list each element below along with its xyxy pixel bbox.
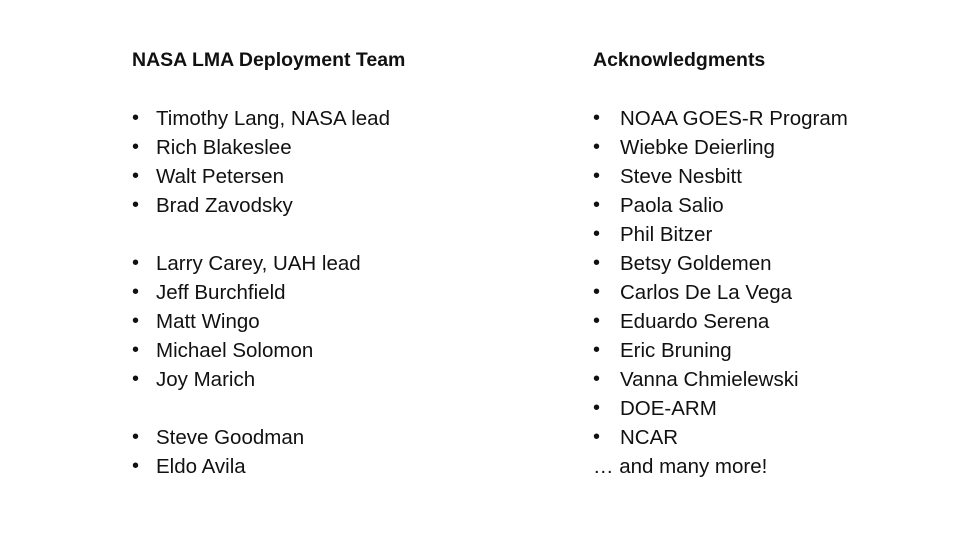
list-item: • Jeff Burchfield bbox=[132, 278, 552, 307]
bullet-icon: • bbox=[593, 223, 601, 245]
list-item: • Larry Carey, UAH lead bbox=[132, 249, 552, 278]
acknowledgments-column bbox=[593, 46, 933, 481]
list-item: • Walt Petersen bbox=[132, 162, 552, 191]
bullet-icon: • bbox=[132, 455, 140, 477]
bullet-icon: • bbox=[132, 252, 140, 274]
list-item: • Joy Marich bbox=[132, 365, 552, 394]
bullet-icon: • bbox=[132, 165, 140, 187]
list-item: • Eduardo Serena bbox=[593, 307, 933, 336]
list-item: • NCAR bbox=[593, 423, 933, 452]
bullet-icon: • bbox=[593, 165, 601, 187]
deployment-team-column bbox=[132, 46, 552, 481]
list-item: • Matt Wingo bbox=[132, 307, 552, 336]
deployment-team-heading: NASA LMA Deployment Team bbox=[132, 49, 406, 71]
bullet-icon: • bbox=[593, 310, 601, 332]
bullet-icon: • bbox=[593, 368, 601, 390]
list-item: • Betsy Goldemen bbox=[593, 249, 933, 278]
list-item: • NOAA GOES-R Program bbox=[593, 104, 933, 133]
list-item: • Timothy Lang, NASA lead bbox=[132, 104, 552, 133]
bullet-icon: • bbox=[593, 107, 601, 129]
bullet-icon: • bbox=[132, 107, 140, 129]
bullet-icon: • bbox=[593, 194, 601, 216]
team-group-nasa bbox=[132, 104, 552, 220]
team-group-uah bbox=[132, 249, 552, 394]
list-item: • Eldo Avila bbox=[132, 452, 552, 481]
bullet-icon: • bbox=[593, 339, 601, 361]
list-item: • Carlos De La Vega bbox=[593, 278, 933, 307]
list-item: • Eric Bruning bbox=[593, 336, 933, 365]
bullet-icon: • bbox=[132, 281, 140, 303]
bullet-icon: • bbox=[132, 310, 140, 332]
bullet-icon: • bbox=[132, 136, 140, 158]
bullet-icon: • bbox=[593, 397, 601, 419]
team-group-other bbox=[132, 423, 552, 481]
bullet-icon: • bbox=[132, 339, 140, 361]
list-item: • Steve Goodman bbox=[132, 423, 552, 452]
bullet-icon: • bbox=[593, 281, 601, 303]
list-item: • Michael Solomon bbox=[132, 336, 552, 365]
list-item: • Steve Nesbitt bbox=[593, 162, 933, 191]
acknowledgments-list bbox=[593, 104, 933, 452]
list-item: • Paola Salio bbox=[593, 191, 933, 220]
list-item: • Wiebke Deierling bbox=[593, 133, 933, 162]
bullet-icon: • bbox=[593, 136, 601, 158]
list-item: • Phil Bitzer bbox=[593, 220, 933, 249]
bullet-icon: • bbox=[593, 426, 601, 448]
acknowledgments-heading: Acknowledgments bbox=[593, 49, 766, 71]
acknowledgments-trailing-note: … and many more! bbox=[593, 455, 768, 478]
list-item: • Brad Zavodsky bbox=[132, 191, 552, 220]
list-item: • DOE-ARM bbox=[593, 394, 933, 423]
bullet-icon: • bbox=[593, 252, 601, 274]
bullet-icon: • bbox=[132, 426, 140, 448]
list-item: • Vanna Chmielewski bbox=[593, 365, 933, 394]
list-item: • Rich Blakeslee bbox=[132, 133, 552, 162]
bullet-icon: • bbox=[132, 194, 140, 216]
bullet-icon: • bbox=[132, 368, 140, 390]
